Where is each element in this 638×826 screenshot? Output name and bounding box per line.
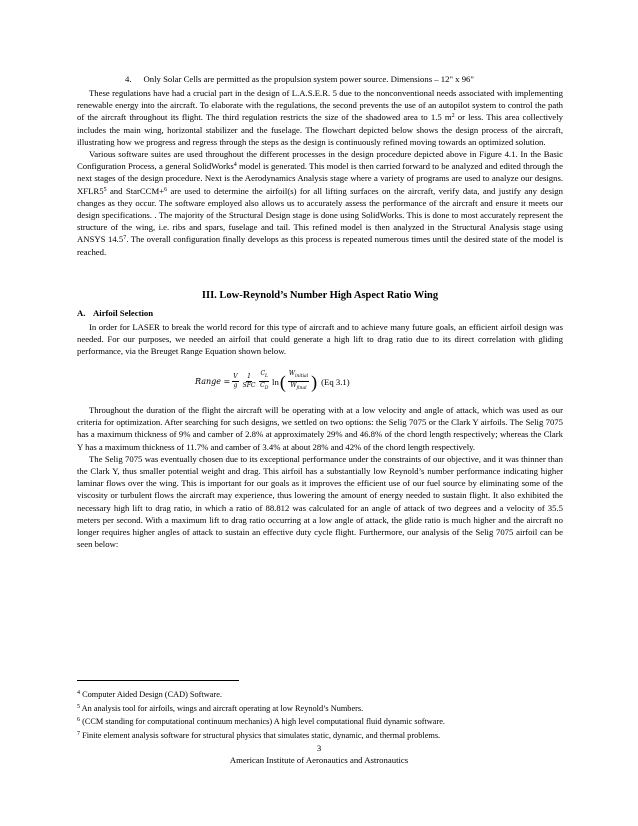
footnote-divider [77,680,239,681]
footnote-6: $^6$ (CCM standing for computational continuum mechanics) A high level computational fluid dynamic software. [77,717,445,727]
fraction-v-g: $\frac{V}{g}$ [233,373,238,390]
page-number: 3 [316,743,322,753]
body-text-airfoil [77,321,563,358]
equation-breguet-range [195,370,350,393]
paragraph-selig: The Selig 7075 was eventually chosen due to its exceptional performance under the constraints of our objective, and it was thinner than the Clark Y, thus smaller potential weight and drag. This airfoil has a substantially low Reynold’s number performance indicating higher laminar flows over the wing. This is important for our goals as it improves the efficient use of our fuel source by eliminating some of the viscosity or turbulent flows the aircraft may experience, thus lowering the amount of energy needed to sustain flight. It also exhibited the necessary high lift to drag ratio, in which a ratio of 88.812 was calculated for an angle of attack of two degrees and a velocity of 35.5 meters per second. With a maximum lift to drag ratio occurring at a low angle of attack, the glide ratio is much higher and the aircraft no longer requires higher angles of attack to sustain an effective duty cycle flight. Furthermore, our analysis of the Selig 7075 airfoil can be seen below: [77,453,563,550]
subsection-heading: A. Airfoil Selection [77,308,154,318]
body-text-upper [77,87,563,258]
paragraph-regulations: These regulations have had a crucial part in the design of L.A.S.E.R. 5 due to the nonconventional needs associated with implementing renewable energy into the aircraft. To elaborate with the regulations, the second prevents the use of an autopilot system to control the path of the aircraft throughout its flight. The third regulation restricts the size of the shadowed area to 1.5 $m^2$ or less. This area collectively includes the main wing, horizontal stabilizer and the fuselage. The flowchart depicted below shows the design process of the aircraft, illustrating how we progress and regress through the steps as the design is continuously refined moving towards an optimized solution. [77,88,563,147]
left-paren: ( [279,371,286,392]
right-paren: ) [311,371,318,392]
fraction-weights: $\frac{W_{initial}}{W_{final}}$ [288,370,309,392]
footnote-7: $^7$ Finite element analysis software for structural physics that simulates static, dynamic, and thermal problems. [77,730,441,740]
footnote-5: $^5$ An analysis tool for airfoils, wings and aircraft operating at low Reynold’s Numbers. [77,703,364,713]
fraction-1-sfc: $\frac{1}{\text{SFC}}$ [242,373,256,390]
list-number: 4. [125,74,132,84]
footnote-4: $^4$ Computer Aided Design (CAD) Software. [77,690,222,699]
paragraph-airfoil-intro: In order for LASER to break the world record for this type of aircraft and to achieve many future goals, an efficient airfoil design was needed. For our purposes, we needed an airfoil that could generate a high lift to drag ratio due to its direct correlation with gliding performance, via the Breuget Range Equation shown below. [77,322,563,357]
ln-operator: ln [272,376,279,387]
paragraph-criteria: Throughout the duration of the flight the aircraft will be operating with at a low velocity and angle of attack, which was used as our criteria for optimization. After searching for such designs, we settled on two options: the Selig 7075 or the Clark Y airfoils. The Selig 7075 has a maximum thickness of 9% and camber of 2.8% at approximately 29% and 46.8% of the chord length respectively; whereas the Clark Y has a maximum thickness of 11.7% and camber of 3.4% at about 28% and 42% of the chord length respectively. [77,405,563,452]
list-text: Only Solar Cells are permitted as the propulsion system power source. Dimensions – 12" x 96" [143,74,474,84]
equation-tag: (Eq 3.1) [321,376,350,387]
paragraph-software: Various software suites are used throughout the different processes in the design procedure depicted above in Figure 4.1. In the Basic Configuration Process, a general SolidWorks$^4$ model is generated. This model is then carried forward to be analyzed and edited through the next stages of the design procedure. Next is the Aerodynamics Analysis stage where a variety of programs are used to analyze our designs. $XFLR5^5$ and StarCCM+$^6$ are used to determine the airfoil(s) for all lifting surfaces on the aircraft, verify data, and justify any design changes as they occur. The software employed also allows us to accurately assess the performance of the aircraft and ensure it meets our design specifications. . The majority of the Structural Design stage is done using SolidWorks. This is done to most accurately represent the structure of the wing, i.e. ribs and spars, fuselage and tail. This refined model is then analyzed in the Structural Analysis stage using ANSYS 14.5$^7$. The overall configuration finally develops as this process is repeated numerous times until the desired state of the model is reached. [77,149,564,257]
fraction-cl-cd: $\frac{C_L}{C_D}$ [260,370,269,392]
footnotes [77,688,577,742]
page-footer: American Institute of Aeronautics and Astronautics [229,755,409,765]
list-item-4 [125,74,474,84]
section-heading: III. Low-Reynold’s Number High Aspect Ratio Wing [201,290,439,301]
equation-lhs: Range = [195,377,231,387]
body-text-lower [77,404,563,550]
